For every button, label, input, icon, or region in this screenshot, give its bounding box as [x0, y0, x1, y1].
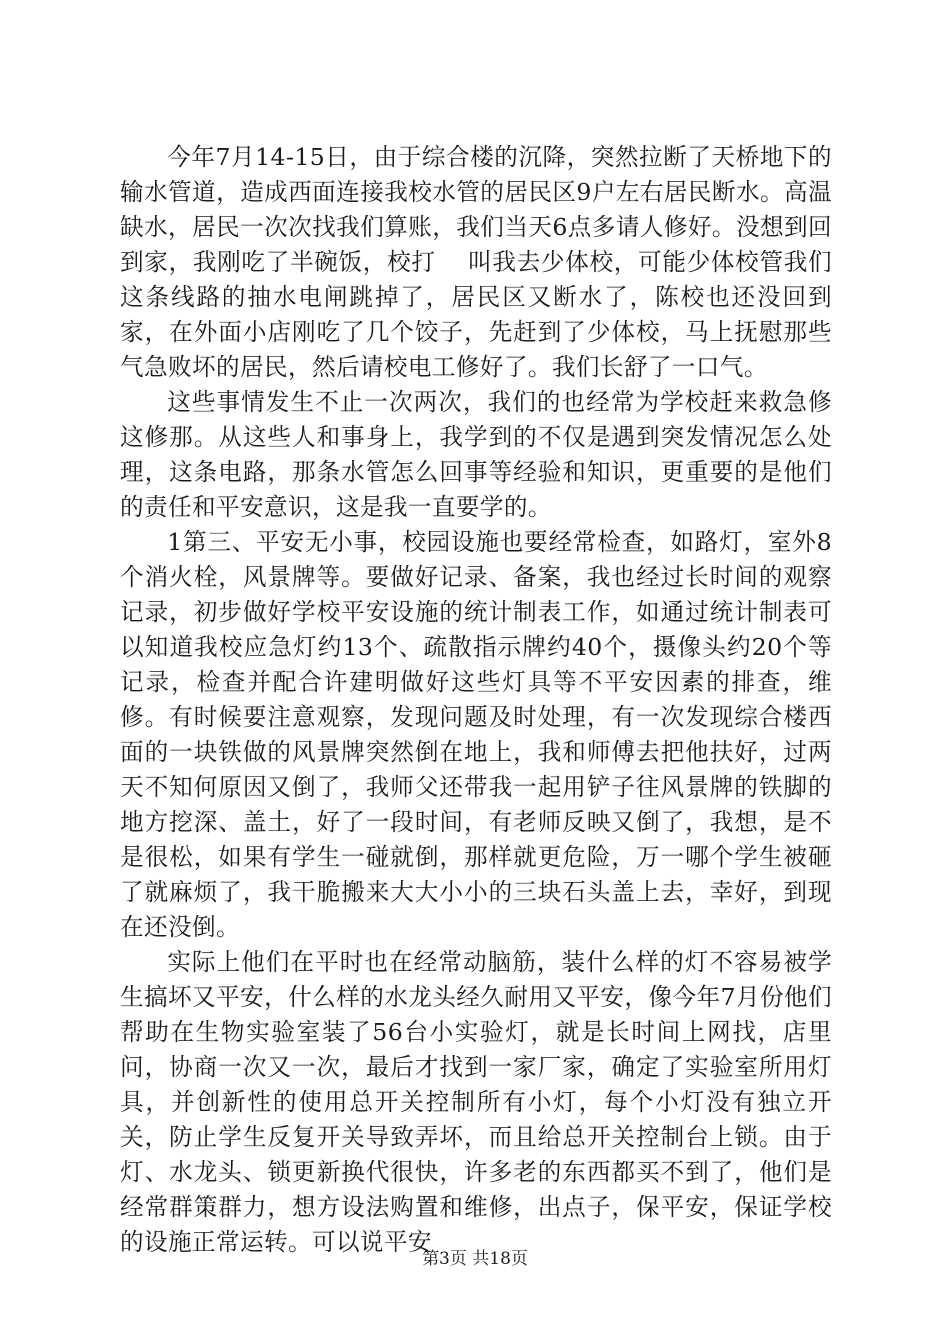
page-number-footer: 第3页 共18页 [422, 1249, 528, 1269]
paragraph-2: 这些事情发生不止一次两次，我们的也经常为学校赶来救急修这修那。从这些人和事身上，我学到的不仅是遇到突发情况怎么处理，这条电路，那条水管怎么回事等经验和知识，更重要的是他们的责任和平安意识，这是我一直要学的。 [120, 388, 832, 521]
paragraph-1: 今年7月14-15日，由于综合楼的沉降，突然拉断了天桥地下的输水管道，造成西面连接我校水管的居民区9户左右居民断水。高温缺水，居民一次次找我们算账，我们当天6点多请人修好。没想到回到家，我刚吃了半碗饭，校打 叫我去少体校，可能少体校管我们这条线路的抽水电闸跳掉了，居民区又断水了，陈校也还没回到家，在外面小店刚吃了几个饺子，先赶到了少体校，马上抚慰那些气急败坏的居民，然后请校电工修好了。我们长舒了一口气。 [120, 143, 832, 381]
paragraph-3: 1第三、平安无小事，校园设施也要经常检查，如路灯，室外8个消火栓，风景牌等。要做好记录、备案，我也经过长时间的观察记录，初步做好学校平安设施的统计制表工作，如通过统计制表可以知道我校应急灯约13个、疏散指示牌约40个，摄像头约20个等记录，检查并配合许建明做好这些灯具等不平安因素的排查，维修。有时候要注意观察，发现问题及时处理，有一次发现综合楼西面的一块铁做的风景牌突然倒在地上，我和师傅去把他扶好，过两天不知何原因又倒了，我师父还带我一起用铲子往风景牌的铁脚的地方挖深、盖土，好了一段时间，有老师反映又倒了，我想，是不是很松，如果有学生一碰就倒，那样就更危险，万一哪个学生被砸了就麻烦了，我干脆搬来大大小小的三块石头盖上去，幸好，到现在还没倒。 [120, 528, 832, 941]
document-body [120, 140, 832, 1260]
paragraph-4: 实际上他们在平时也在经常动脑筋，装什么样的灯不容易被学生搞坏又平安，什么样的水龙头经久耐用又平安，像今年7月份他们帮助在生物实验室装了56台小实验灯，就是长时间上网找，店里问，协商一次又一次，最后才找到一家厂家，确定了实验室所用灯具，并创新性的使用总开关控制所有小灯，每个小灯没有独立开关，防止学生反复开关导致弄坏，而且给总开关控制台上锁。由于灯、水龙头、锁更新换代很快，许多老的东西都买不到了，他们是经常群策群力，想方设法购置和维修，出点子，保平安，保证学校的设施正常运转。可以说平安 [120, 948, 832, 1256]
